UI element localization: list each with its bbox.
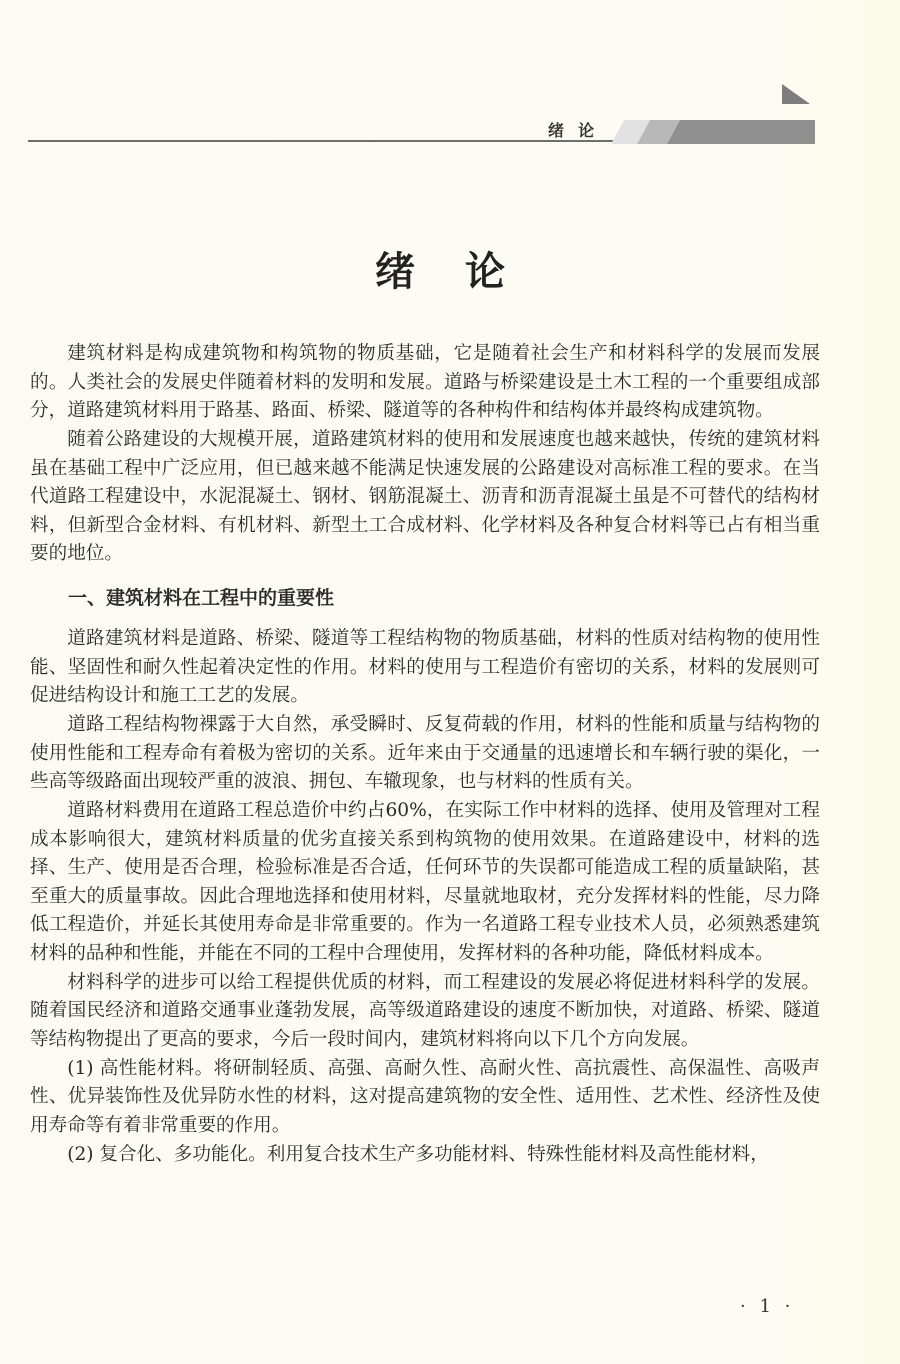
list-item: (2) 复合化、多功能化。利用复合技术生产多功能材料、特殊性能材料及高性能材料， <box>67 1143 769 1165</box>
paragraph: 材料科学的进步可以给工程提供优质的材料，而工程建设的发展必将促进材料科学的发展。随着国民经济和道路交通事业蓬勃发展，高等级道路建设的速度不断加快，对道路、桥梁、隧道等结构物提出了更高的要求，今后一段时间内，建筑材料将向以下几个方向发展。 <box>30 971 820 1050</box>
running-title: 绪论 <box>548 121 609 140</box>
section-heading: 一、建筑材料在工程中的重要性 <box>68 587 335 609</box>
paragraph: 道路材料费用在道路工程总造价中约占60%，在实际工作中材料的选择、使用及管理对工程成本影响很大，建筑材料质量的优劣直接关系到构筑物的使用效果。在道路建设中，材料的选择、生产、使用是否合理，检验标准是否合适，任何环节的失误都可能造成工程的质量缺陷，甚至重大的质量事故。因此合理地选择和使用材料，尽量就地取材，充分发挥材料的性能，尽力降低工程造价，并延长其使用寿命是非常重要的。作为一名道路工程专业技术人员，必须熟悉建筑材料的品种和性能，并能在不同的工程中合理使用，发挥材料的各种功能，降低材料成本。 <box>30 800 820 964</box>
paragraph: 建筑材料是构成建筑物和构筑物的物质基础，它是随着社会生产和材料科学的发展而发展的。人类社会的发展史伴随着材料的发明和发展。道路与桥梁建设是土木工程的一个重要组成部分，道路建筑材料用于路基、路面、桥梁、隧道等的各种构件和结构体并最终构成建筑物。 <box>30 343 820 421</box>
header-decoration-icon <box>610 84 840 144</box>
header-rule <box>28 140 623 142</box>
body-text <box>30 340 820 1170</box>
page-number: · 1 · <box>740 1296 795 1317</box>
list-item: (1) 高性能材料。将研制轻质、高强、高耐久性、高耐火性、高抗震性、高保温性、高吸声性、优异装饰性及优异防水性的材料，这对提高建筑物的安全性、适用性、艺术性、经济性及使用寿命等有着非常重要的作用。 <box>30 1057 820 1136</box>
chapter-title: 绪论 <box>375 249 555 295</box>
paragraph: 道路工程结构物裸露于大自然，承受瞬时、反复荷载的作用，材料的性能和质量与结构物的使用性能和工程寿命有着极为密切的关系。近年来由于交通量的迅速增长和车辆行驶的渠化，一些高等级路面出现较严重的波浪、拥包、车辙现象，也与材料的性质有关。 <box>30 714 820 792</box>
paragraph: 随着公路建设的大规模开展，道路建筑材料的使用和发展速度也越来越快，传统的建筑材料虽在基础工程中广泛应用，但已越来越不能满足快速发展的公路建设对高标准工程的要求。在当代道路工程建设中，水泥混凝土、钢材、钢筋混凝土、沥青和沥青混凝土虽是不可替代的结构材料，但新型合金材料、有机材料、新型土工合成材料、化学材料及各种复合材料等已占有相当重要的地位。 <box>30 429 820 564</box>
paragraph: 道路建筑材料是道路、桥梁、隧道等工程结构物的物质基础，材料的性质对结构物的使用性能、坚固性和耐久性起着决定性的作用。材料的使用与工程造价有密切的关系，材料的发展则可促进结构设计和施工工艺的发展。 <box>30 628 820 706</box>
